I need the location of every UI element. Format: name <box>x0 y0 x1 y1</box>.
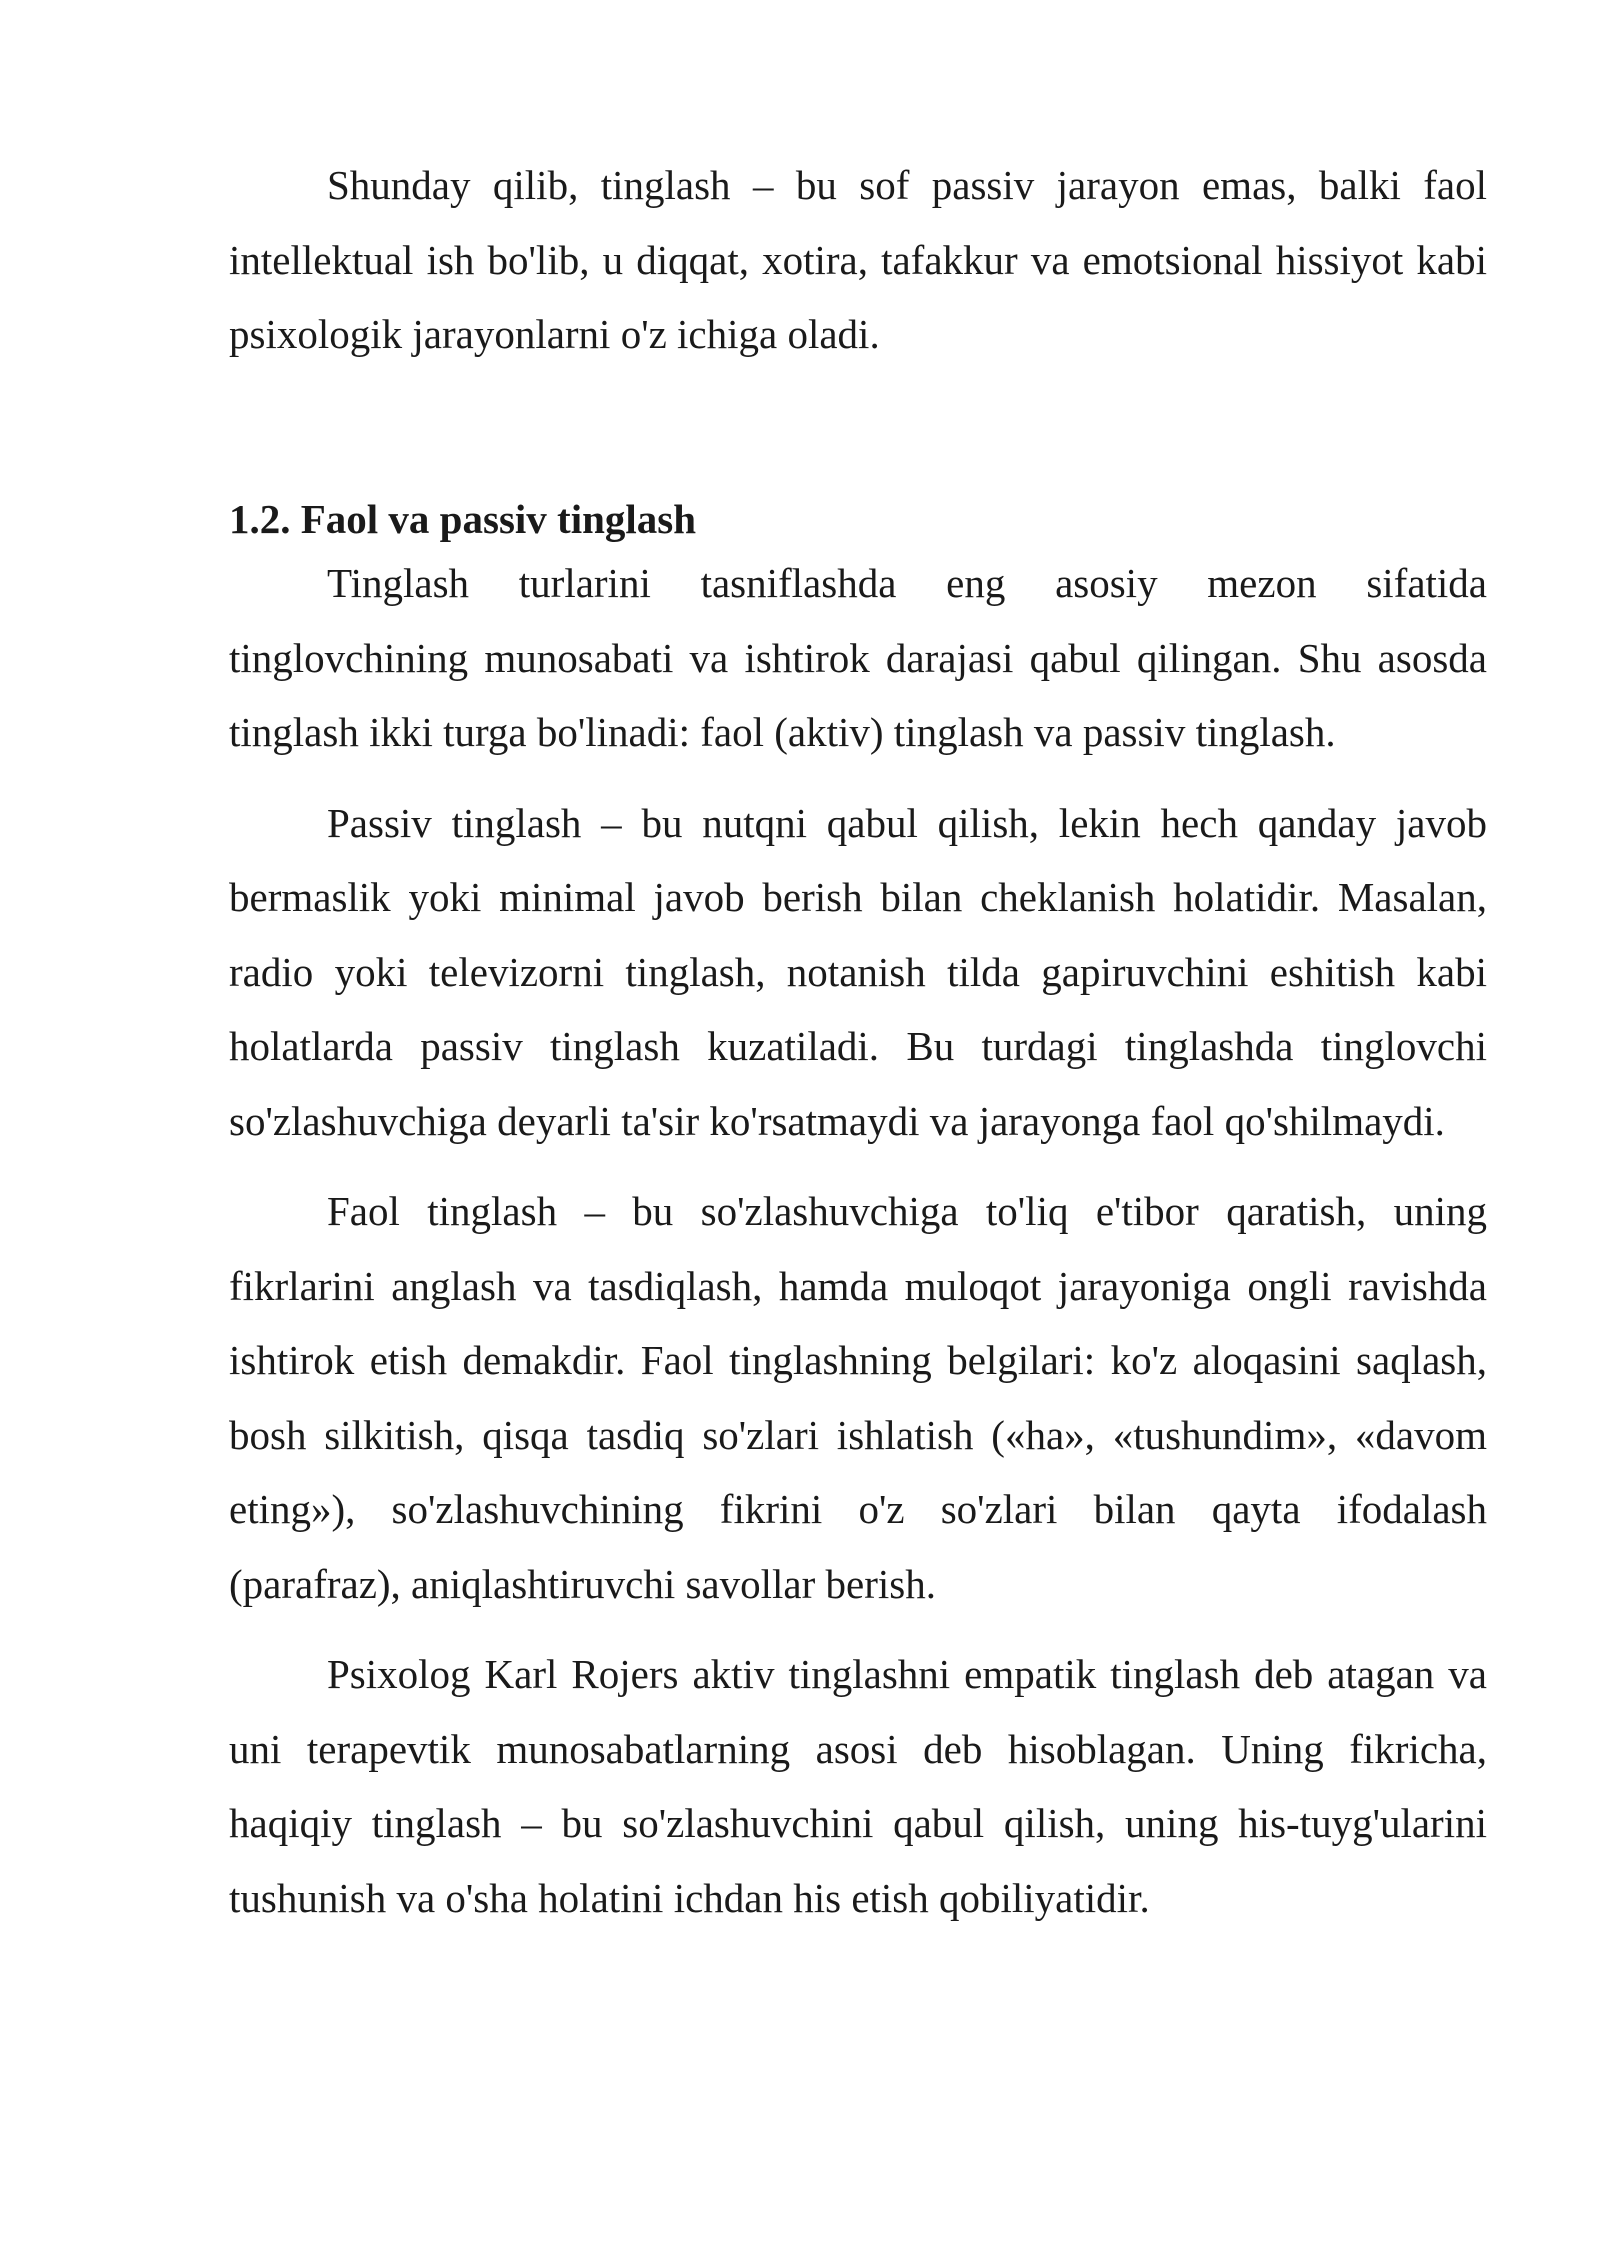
section-heading: 1.2. Faol va passiv tinglash <box>229 495 697 542</box>
intro-paragraph: Shunday qilib, tinglash – bu sof passiv jarayon emas, balki faol intellektual ish bo'lib, u diqqat, xotira, tafakkur va emotsional hissiyot kabi psixologik jarayonlarni o'z ichiga oladi. <box>229 162 1487 357</box>
paragraph-passive-listening: Passiv tinglash – bu nutqni qabul qilish, lekin hech qanday javob bermaslik yoki minimal javob berish bilan cheklanish holatidir. Masalan, radio yoki televizorni tinglash, notanish tilda gapiruvchini eshitish kabi holatlarda passiv tinglash kuzatiladi. Bu turdagi tinglashda tinglovchi so'zlashuvchiga deyarli ta'sir ko'rsatmaydi va jarayonga faol qo'shilmaydi. <box>229 799 1487 1144</box>
paragraph-rogers: Psixolog Karl Rojers aktiv tinglashni empatik tinglash deb atagan va uni terapevtik munosabatlarning asosi deb hisoblagan. Uning fikricha, haqiqiy tinglash – bu so'zlashuvchini qabul qilish, uning his-tuyg'ularini tushunish va o'sha holatini ichdan his etish qobiliyatidir. <box>229 1651 1487 1921</box>
document-body <box>229 148 1487 1935</box>
paragraph-classification: Tinglash turlarini tasniflashda eng asosiy mezon sifatida tinglovchining munosabati va ishtirok darajasi qabul qilingan. Shu asosda tinglash ikki turga bo'linadi: faol (aktiv) tinglash va passiv tinglash. <box>229 560 1487 755</box>
paragraph-active-listening: Faol tinglash – bu so'zlashuvchiga to'liq e'tibor qaratish, uning fikrlarini anglash va tasdiqlash, hamda muloqot jarayoniga ongli ravishda ishtirok etish demakdir. Faol tinglashning belgilari: ko'z aloqasini saqlash, bosh silkitish, qisqa tasdiq so'zlari ishlatish («ha», «tushundim», «davom eting»), so'zlashuvchining fikrini o'z so'zlari bilan qayta ifodalash (parafraz), aniqlashtiruvchi savollar berish. <box>229 1188 1487 1607</box>
